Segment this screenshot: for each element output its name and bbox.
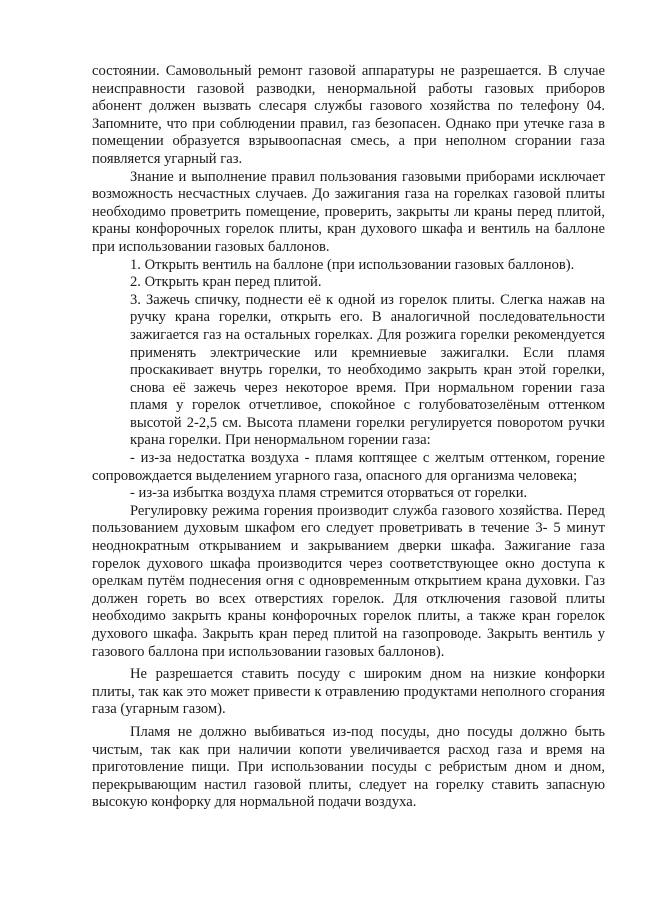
paragraph-cookware: Не разрешается ставить посуду с широким дном на низкие конфорки плиты, так как это может привести к отравлению продуктами неполного сгорания газа (угарным газом). — [92, 666, 605, 718]
paragraph-continuation: состоянии. Самовольный ремонт газовой аппаратуры не разрешается. В случае неисправности газовой разводки, ненормальной работы газовых приборов абонент должен вызвать слесаря службы газового хозяйства по телефону 04. Запомните, что при соблюдении правил, газ безопасен. Однако при утечке газа в помещении образуется взрывоопасная смесь, а при неполном сгорании газа появляется угарный газ. — [92, 63, 605, 167]
dash-item-lack-of-air: - из-за недостатка воздуха - пламя коптящее с желтым оттенком, горение сопровождается выделением угарного газа, опасного для организма человека; — [92, 450, 605, 484]
list-item-1: 1. Открыть вентиль на баллоне (при использовании газовых баллонов). — [130, 256, 575, 273]
list-item-2: 2. Открыть кран перед плитой. — [130, 274, 322, 291]
document-page — [92, 63, 605, 812]
paragraph-oven: Регулировку режима горения производит служба газового хозяйства. Перед пользованием духовым шкафом его следует проветривать в течение 3- 5 минут неоднократным открыванием и закрыванием дверки шкафа. Зажигание газа горелок духового шкафа производится через соответствующее окно доступа к орелкам путём поднесения огня с одновременным открытием крана духовки. Газ должен гореть во всех отверстиях горелок. Для отключения газовой плиты необходимо закрыть краны конфорочных горелок плиты, а также кран горелок духового шкафа. Закрыть кран перед плитой на газопроводе. Закрыть вентиль у газового баллона при использовании газовых баллонов). — [92, 502, 605, 660]
paragraph-flame: Пламя не должно выбиваться из-под посуды, дно посуды должно быть чистым, так как при наличии копоти увеличивается расход газа и время на приготовление пищи. При использовании посуды с ребристым дном и дном, перекрывающим настил газовой плиты, следует на горелку ставить запасную высокую конфорку для нормальной подачи воздуха. — [92, 723, 605, 811]
paragraph-rules: Знание и выполнение правил пользования газовыми приборами исключает возможность несчастных случаев. До зажигания газа на горелках газовой плиты необходимо проветрить помещение, проверить, закрыты ли краны перед плитой, краны конфорочных горелок плиты, кран духового шкафа и вентиль на баллоне при использовании газовых баллонов. — [92, 168, 605, 255]
list-item-3: 3. Зажечь спичку, поднести её к одной из горелок плиты. Слегка нажав на ручку крана горелки, открыть его. В аналогичной последовательности зажигается газ на остальных горелках. Для розжига горелки рекомендуется применять электрические или кремниевые зажигалки. Если пламя проскакивает внутрь горелки, то необходимо закрыть кран этой горелки, снова её зажечь через некоторое время. При нормальном горении газа пламя у горелок отчетливое, спокойное с голубоватозелёным оттенком высотой 2-2,5 см. Высота пламени горелки регулируется поворотом ручки крана горелки. При ненормальном горении газа: — [130, 291, 605, 449]
dash-item-excess-air: - из-за избытка воздуха пламя стремится оторваться от горелки. — [130, 485, 528, 502]
